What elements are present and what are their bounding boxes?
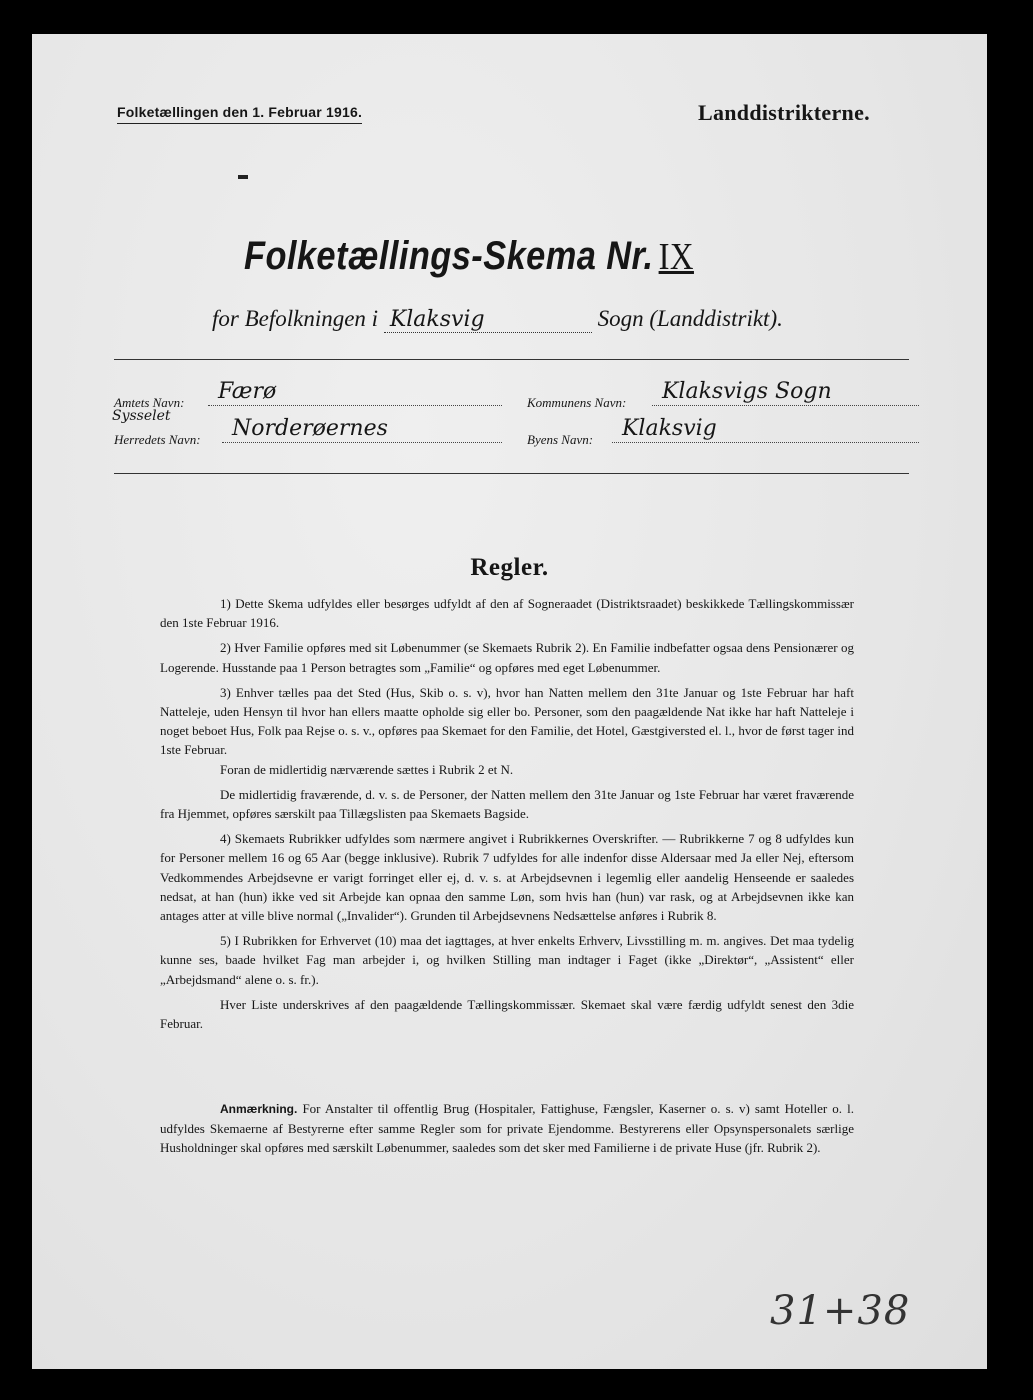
subtitle-suffix: Sogn (Landdistrikt). — [597, 306, 783, 331]
herred-label: Herredets Navn: — [114, 432, 201, 447]
rule-paragraph: 1) Dette Skema udfyldes eller besørges udfyldt af den af Sogneraadet (Distriktsraadet) beskikkede Tællingskommissær den 1ste Februar 1916. — [160, 596, 854, 631]
note-text: For Anstalter til offentlig Brug (Hospitaler, Fattighuse, Fængsler, Kaserner o. s. v) samt Hoteller o. l. udfyldes Skemaerne af Bestyrerne efter samme Regler som for private Ejendomme. Bestyrerens eller Opsynspersonalets særlige Husholdninger skal opføres med særskilt Løbenummer, saaledes som det sker med Familierne i de private Huse (jfr. Rubrik 2). — [160, 1101, 854, 1156]
rule-paragraph: 5) I Rubrikken for Erhvervet (10) maa det iagttages, at hver enkelts Erhverv, Livsstilling m. m. angives. Det maa tydelig kunne ses, baade hvilket Fag man arbejder i, og hvilken Stilling man indtager i Faget (ikke „Direktør“, „Assistent“ eller „Arbejdsmand“ alene o. s. fr.). — [160, 933, 854, 987]
census-form-page — [32, 34, 987, 1369]
note-paragraph — [160, 1099, 854, 1158]
herred-handwritten-note: Sysselet — [112, 408, 171, 424]
note-section — [160, 1099, 854, 1158]
divider-bottom — [114, 473, 909, 474]
rule-paragraph: 4) Skemaets Rubrikker udfyldes som nærmere angivet i Rubrikkernes Overskrifter. — Rubrikkerne 7 og 8 udfyldes kun for Personer mellem 16 og 65 Aar (begge inklusive). Rubrik 7 udfyldes for alle indenfor disse Aldersaar med Ja eller Nej, eftersom Vedkommendes Arbejdsevne er varigt forringet eller ej, d. v. s. at Arbejdsevnen i legemlig eller aandelig Henseende er saaledes nedsat, at han (hun) ikke ved sit Arbejde kan opnaa den samme Løn, som hvis han (hun) var rask, og at Arbejdsevnen ikke kan antages atter at ville blive normal („Invalider“). Grunden til Arbejdsevnens Nedsættelse anføres i Rubrik 8. — [160, 831, 854, 924]
subtitle-prefix: for Befolkningen i — [212, 306, 379, 331]
by-value-field: Klaksvig — [612, 416, 919, 443]
amt-label: Amtets Navn: — [114, 395, 185, 410]
form-subtitle — [212, 306, 783, 333]
kommune-value-field: Klaksvigs Sogn — [652, 379, 919, 406]
archive-number-handwritten: 31+38 — [770, 1288, 911, 1334]
district-type-header: Landdistrikterne. — [698, 100, 870, 125]
rule-paragraph: 3) Enhver tælles paa det Sted (Hus, Skib o. s. v), hvor han Natten mellem den 31te Januar og 1ste Februar har haft Natteleje, uden Hensyn til hvor han ellers maatte opholde sig eller bo. Personer, som den paagældende Nat ikke har haft Natteleje i noget beboet Hus, Folk paa Rejse o. s. v., opføres paa Skemaet for den Familie, det Hotel, Gæstgiversted el. l., hvor de først tager ind 1ste Februar. — [160, 684, 854, 758]
rules-list — [160, 594, 854, 1039]
amt-value-field: Færø — [208, 379, 502, 406]
rule-paragraph: Hver Liste underskrives af den paagældende Tællingskommissær. Skemaet skal være færdig udfyldt senest den 3die Februar. — [160, 996, 854, 1032]
kommune-label: Kommunens Navn: — [527, 395, 627, 410]
form-number: IX — [658, 236, 694, 278]
divider-top — [114, 359, 909, 360]
ink-mark — [238, 175, 248, 179]
rule-paragraph: De midlertidig fraværende, d. v. s. de Personer, der Natten mellem den 31te Januar og 1ste Februar har været fraværende fra Hjemmet, opføres særskilt paa Tillægslisten paa Skemaets Bagside. — [160, 786, 854, 822]
rule-paragraph: Foran de midlertidig nærværende sættes i Rubrik 2 et N. — [220, 761, 514, 777]
rules-heading: Regler. — [470, 554, 549, 581]
note-heading: Anmærkning. — [220, 1102, 298, 1116]
form-title — [244, 234, 694, 279]
parish-name-handwritten: Klaksvig — [384, 307, 592, 333]
census-date-header: Folketællingen den 1. Februar 1916. — [117, 104, 362, 124]
rule-paragraph: 2) Hver Familie opføres med sit Løbenummer (se Skemaets Rubrik 2). En Familie indbefatter ogsaa dens Pensionærer og Logerende. Husstande paa 1 Person betragtes som „Familie“ og opføres med eget Løbenummer. — [160, 640, 854, 675]
form-title-text: Folketællings-Skema Nr. — [244, 234, 654, 278]
by-label: Byens Navn: — [527, 432, 594, 447]
herred-value-field: Norderøernes — [222, 416, 502, 443]
